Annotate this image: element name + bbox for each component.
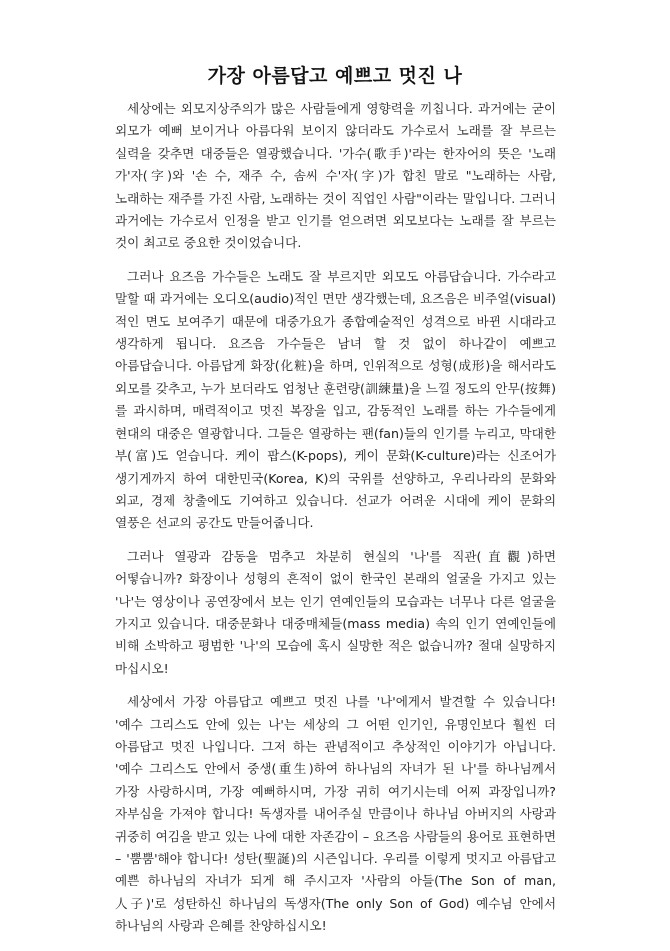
paragraph-4: 세상에서 가장 아름답고 예쁘고 멋진 나를 '나'에게서 발견할 수 있습니다! '예수 그리스도 안에 있는 나'는 세상의 그 어떤 인기인, 유명인보다 훨씬 더 아름답고 멋진 나입니다. 그저 하는 관념적이고 추상적인 이야기가 아닙니다. '예수 그리스도 안에서 중생(重生)하여 하나님의 자녀가 된 나'를 하나님께서 가장 사랑하시며, 가장 예뻐하시며, 가장 귀히 여기시는데 어찌 과장입니까? 자부심을 가져야 합니다! 독생자를 내어주실 만큼이나 하나님 아버지의 사랑과 귀중히 여김을 받고 있는 나에 대한 자존감이 – 요즈음 사람들의 용어로 표현하면 – '뿜뿜'해야 합니다! 성탄(聖誕)의 시즌입니다. 우리를 이렇게 멋지고 아름답고 예쁜 하나님의 자녀가 되게 해 주시고자 '사람의 아들(The Son of man, 人子)'로 성탄하신 하나님의 독생자(The only Son of God) 예수님 안에서 하나님의 사랑과 은혜를 찬양하십시오!: [115, 694, 556, 934]
paragraph-1: 세상에는 외모지상주의가 많은 사람들에게 영향력을 끼칩니다. 과거에는 굳이 외모가 예뻐 보이거나 아름다워 보이지 않더라도 가수로서 노래를 잘 부르는 실력을 갖추면 대중들은 열광했습니다. '가수(歌手)'라는 한자어의 뜻은 '노래 가'자(字)와 '손 수, 재주 수, 솜씨 수'자(字)가 합친 말로 "노래하는 사람, 노래하는 재주를 가진 사람, 노래하는 것이 직업인 사람"이라는 말입니다. 그러니 과거에는 가수로서 인정을 받고 인기를 얻으려면 외모보다는 노래를 잘 부르는 것이 최고로 중요한 것이었습니다.: [115, 101, 556, 251]
paragraph-2: 그러나 요즈음 가수들은 노래도 잘 부르지만 외모도 아름답습니다. 가수라고 말할 때 과거에는 오디오(audio)적인 면만 생각했는데, 요즈음은 비주얼(visual)적인 면도 보여주기 때문에 대중가요가 종합예술적인 성격으로 바뀐 시대라고 생각하게 됩니다. 요즈음 가수들은 남녀 할 것 없이 하나같이 예쁘고 아름답습니다. 아름답게 화장(化粧)을 하며, 인위적으로 성형(成形)을 해서라도 외모를 갖추고, 누가 보더라도 엄청난 훈련량(訓練量)을 느낄 정도의 안무(按舞)를 과시하며, 매력적이고 멋진 복장을 입고, 감동적인 노래를 하는 가수들에게 현대의 대중은 열광합니다. 그들은 열광하는 팬(fan)들의 인기를 누리고, 막대한 부(富)도 얻습니다. 케이 팝스(K-pops), 케이 문화(K-culture)라는 신조어가 생기게까지 하여 대한민국(Korea, K)의 국위를 선양하고, 우리나라의 문화와 외교, 경제 창출에도 기여하고 있습니다. 선교가 어려운 시대에 케이 문화의 열풍은 선교의 공간도 만들어줍니다.: [115, 268, 556, 531]
article-body: [115, 98, 556, 938]
page-title: 가장 아름답고 예쁘고 멋진 나: [207, 65, 463, 87]
paragraph-3: 그러나 열광과 감동을 멈추고 차분히 현실의 '나'를 직관(直觀)하면 어떻습니까? 화장이나 성형의 흔적이 없이 한국인 본래의 얼굴을 가지고 있는 '나'는 영상이나 공연장에서 보는 인기 연예인들의 모습과는 너무나 다른 얼굴을 가지고 있습니다. 대중문화나 대중매체들(mass media) 속의 인기 연예인들에 비해 소박하고 평범한 '나'의 모습에 혹시 실망한 적은 없습니까? 절대 실망하지 마십시오!: [115, 548, 556, 676]
